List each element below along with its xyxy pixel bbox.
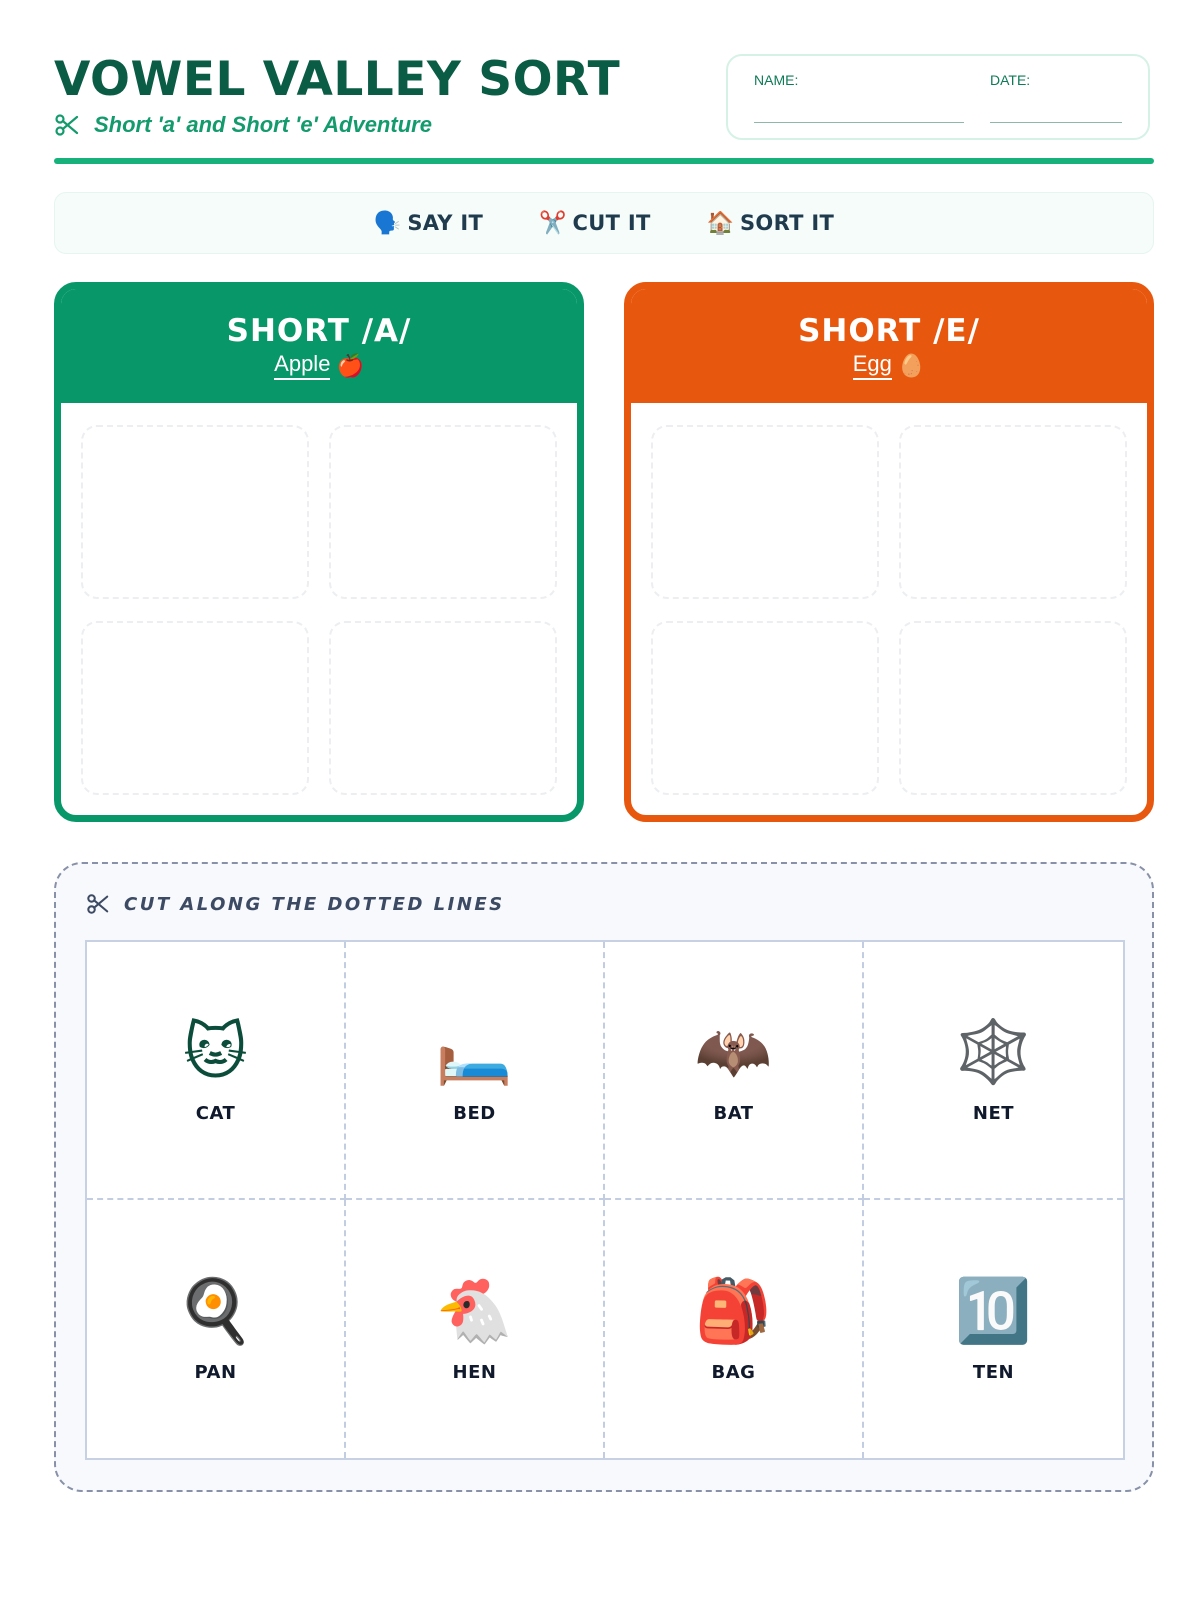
drop-slot[interactable] [651,425,879,599]
step-label: CUT IT [572,211,651,235]
worksheet-header [54,50,1154,162]
key-word: Egg [853,352,892,380]
sort-box-short-a [54,282,584,822]
drop-slots [631,403,1147,815]
chicken-icon: 🐔 [435,1276,514,1346]
step-sort-it [707,211,834,235]
card-word: BAG [711,1361,756,1383]
picture-card-ten[interactable] [864,1200,1123,1458]
picture-card-pan[interactable] [87,1200,346,1458]
scissors-icon [54,112,80,138]
card-word: HEN [452,1361,497,1383]
card-word: PAN [194,1361,237,1383]
key-word: Apple [274,352,330,380]
sort-box-header [631,289,1147,403]
subtitle: Short 'a' and Short 'e' Adventure [94,112,432,137]
number-ten-icon: 🔟 [954,1276,1033,1346]
sort-box-title: SHORT /A/ [226,313,412,349]
subtitle-row [54,112,432,138]
frying-pan-icon: 🍳 [176,1276,255,1346]
card-word: NET [972,1102,1015,1124]
date-label: DATE: [990,72,1031,88]
step-cut-it [539,211,650,235]
picture-card-bag[interactable] [605,1200,864,1458]
scissors-icon [86,892,110,916]
header-divider [54,158,1154,164]
drop-slot[interactable] [899,425,1127,599]
step-label: SORT IT [740,211,835,235]
picture-card-bat[interactable] [605,942,864,1200]
sort-box-header [61,289,577,403]
drop-slot[interactable] [899,621,1127,795]
bat-icon: 🦇 [694,1017,773,1087]
name-date-box [726,54,1150,140]
spider-web-icon: 🕸️ [954,1017,1033,1087]
page-title: VOWEL VALLEY SORT [54,52,621,107]
step-label: SAY IT [407,211,484,235]
drop-slot[interactable] [329,425,557,599]
bed-icon: 🛏️ [435,1017,514,1087]
house-icon: 🏠 [706,210,734,235]
card-word: BED [453,1102,496,1124]
date-field[interactable] [990,122,1122,123]
picture-card-net[interactable] [864,942,1123,1200]
backpack-icon: 🎒 [694,1276,773,1346]
drop-slots [61,403,577,815]
speaking-head-icon: 🗣️ [373,210,402,235]
drop-slot[interactable] [81,621,309,795]
sort-box-short-e [624,282,1154,822]
apple-icon: 🍎 [336,353,364,378]
cat-icon: 🐱 [183,1017,248,1087]
key-word-row [274,352,364,380]
picture-card-hen[interactable] [346,1200,605,1458]
key-word-row [853,352,926,380]
card-word: CAT [195,1102,236,1124]
picture-card-cat[interactable] [87,942,346,1200]
card-word: BAT [713,1102,754,1124]
cut-heading-row [86,892,505,916]
drop-slot[interactable] [329,621,557,795]
sort-box-title: SHORT /E/ [798,313,980,349]
picture-card-bed[interactable] [346,942,605,1200]
drop-slot[interactable] [81,425,309,599]
name-field[interactable] [754,122,964,123]
egg-icon: 🥚 [897,353,926,378]
cut-heading: CUT ALONG THE DOTTED LINES [124,893,505,915]
steps-bar [54,192,1154,254]
drop-slot[interactable] [651,621,879,795]
card-word: TEN [972,1361,1015,1383]
cut-out-section [54,862,1154,1492]
picture-card-grid [85,940,1125,1460]
step-say-it [374,211,483,235]
name-label: NAME: [754,72,799,88]
scissors-icon: ✂️ [539,210,567,235]
